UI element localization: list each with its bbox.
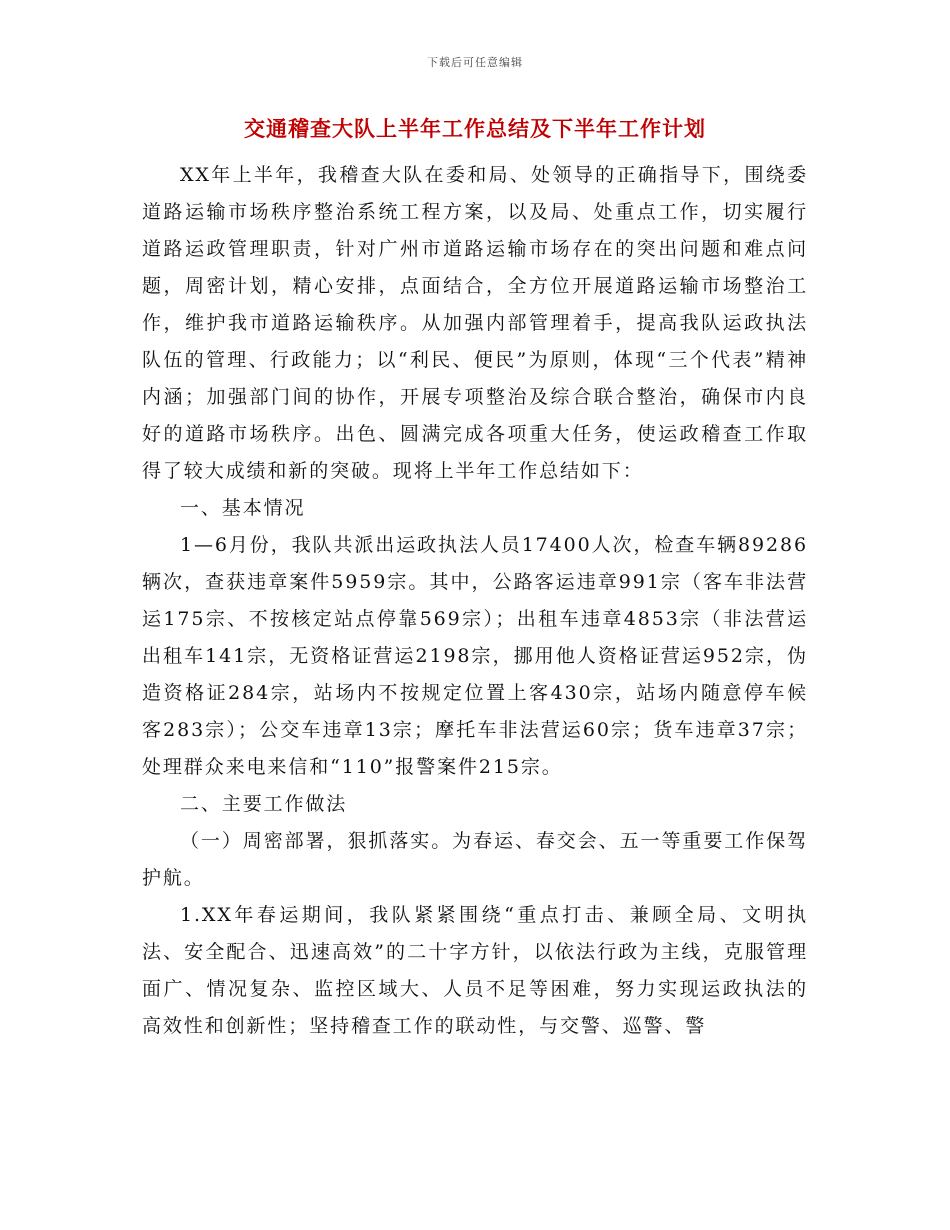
paragraph-intro: XX年上半年，我稽查大队在委和局、处领导的正确指导下，围绕委道路运输市场秩序整治系统工程方案，以及局、处重点工作，切实履行道路运政管理职责，针对广州市道路运输市场存在的突出问题和难点问题，周密计划，精心安排，点面结合，全方位开展道路运输市场整治工作，维护我市道路运输秩序。从加强内部管理着手，提高我队运政执法队伍的管理、行政能力；以“利民、便民”为原则，体现“三个代表”精神内涵；加强部门间的协作，开展专项整治及综合联合整治，确保市内良好的道路市场秩序。出色、圆满完成各项重大任务，使运政稽查工作取得了较大成绩和新的突破。现将上半年工作总结如下： xyxy=(142,164,808,482)
section-heading-main-work: 二、主要工作做法 xyxy=(180,793,348,815)
paragraph-spring-festival: 1.XX年春运期间，我队紧紧围绕“重点打击、兼顾全局、文明执法、安全配合、迅速高效”的二十字方针，以依法行政为主线，克服管理面广、情况复杂、监控区域大、人员不足等困难，努力实现运政执法的高效性和创新性；坚持稽查工作的联动性，与交警、巡警、警 xyxy=(142,904,808,1037)
document-title: 交通稽查大队上半年工作总结及下半年工作计划 xyxy=(244,117,706,141)
paragraph-basic-situation: 1—6月份，我队共派出运政执法人员17400人次，检查车辆89286辆次，查获违章案件5959宗。其中，公路客运违章991宗（客车非法营运175宗、不按核定站点停靠569宗）；出租车违章4853宗（非法营运出租车141宗，无资格证营运2198宗，挪用他人资格证营运952宗，伪造资格证284宗，站场内不按规定位置上客430宗，站场内随意停车候客283宗）；公交车违章13宗；摩托车非法营运60宗；货车违章37宗；处理群众来电来信和“110”报警案件215宗。 xyxy=(142,534,808,778)
document-body xyxy=(142,157,808,1045)
section-heading-basic-situation: 一、基本情况 xyxy=(180,497,306,519)
header-note: 下载后可任意编辑 xyxy=(427,56,523,69)
subsection-heading-deployment: （一）周密部署，狠抓落实。为春运、春交会、五一等重要工作保驾护航。 xyxy=(142,830,808,889)
